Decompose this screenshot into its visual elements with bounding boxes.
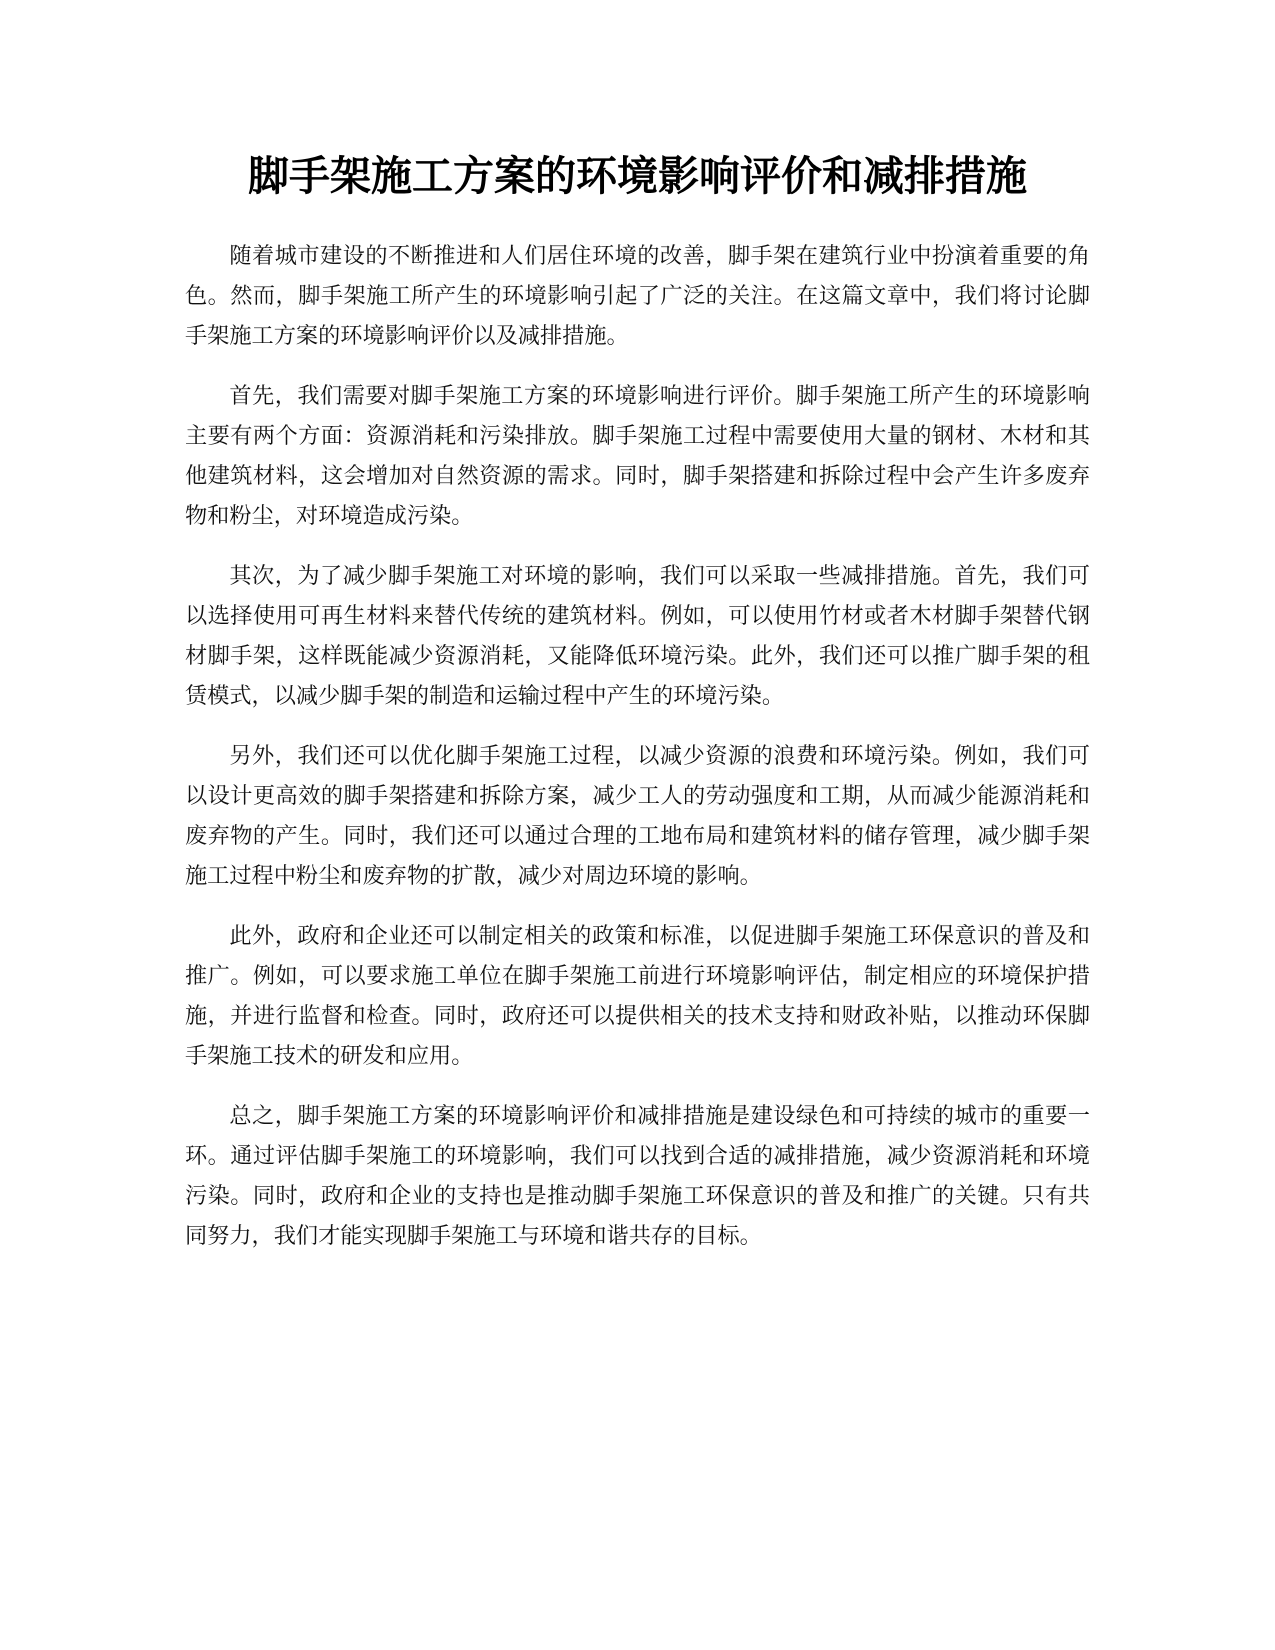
paragraph-policy: 此外，政府和企业还可以制定相关的政策和标准，以促进脚手架施工环保意识的普及和推广。例如，可以要求施工单位在脚手架施工前进行环境影响评估，制定相应的环境保护措施，并进行监督和检查。同时，政府还可以提供相关的技术支持和财政补贴，以推动环保脚手架施工技术的研发和应用。 — [185, 923, 1090, 1069]
document-body — [185, 236, 1090, 1276]
paragraph-conclusion: 总之，脚手架施工方案的环境影响评价和减排措施是建设绿色和可持续的城市的重要一环。通过评估脚手架施工的环境影响，我们可以找到合适的减排措施，减少资源消耗和环境污染。同时，政府和企业的支持也是推动脚手架施工环保意识的普及和推广的关键。只有共同努力，我们才能实现脚手架施工与环境和谐共存的目标。 — [185, 1103, 1090, 1249]
paragraph-assessment: 首先，我们需要对脚手架施工方案的环境影响进行评价。脚手架施工所产生的环境影响主要有两个方面：资源消耗和污染排放。脚手架施工过程中需要使用大量的钢材、木材和其他建筑材料，这会增加对自然资源的需求。同时，脚手架搭建和拆除过程中会产生许多废弃物和粉尘，对环境造成污染。 — [185, 383, 1090, 529]
paragraph-process-optimization: 另外，我们还可以优化脚手架施工过程，以减少资源的浪费和环境污染。例如，我们可以设计更高效的脚手架搭建和拆除方案，减少工人的劳动强度和工期，从而减少能源消耗和废弃物的产生。同时，我们还可以通过合理的工地布局和建筑材料的储存管理，减少脚手架施工过程中粉尘和废弃物的扩散，减少对周边环境的影响。 — [185, 743, 1090, 889]
document-title: 脚手架施工方案的环境影响评价和减排措施 — [248, 152, 1027, 200]
paragraph-reduction-measures: 其次，为了减少脚手架施工对环境的影响，我们可以采取一些减排措施。首先，我们可以选择使用可再生材料来替代传统的建筑材料。例如，可以使用竹材或者木材脚手架替代钢材脚手架，这样既能减少资源消耗，又能降低环境污染。此外，我们还可以推广脚手架的租赁模式，以减少脚手架的制造和运输过程中产生的环境污染。 — [185, 563, 1090, 709]
paragraph-intro: 随着城市建设的不断推进和人们居住环境的改善，脚手架在建筑行业中扮演着重要的角色。然而，脚手架施工所产生的环境影响引起了广泛的关注。在这篇文章中，我们将讨论脚手架施工方案的环境影响评价以及减排措施。 — [185, 243, 1090, 349]
